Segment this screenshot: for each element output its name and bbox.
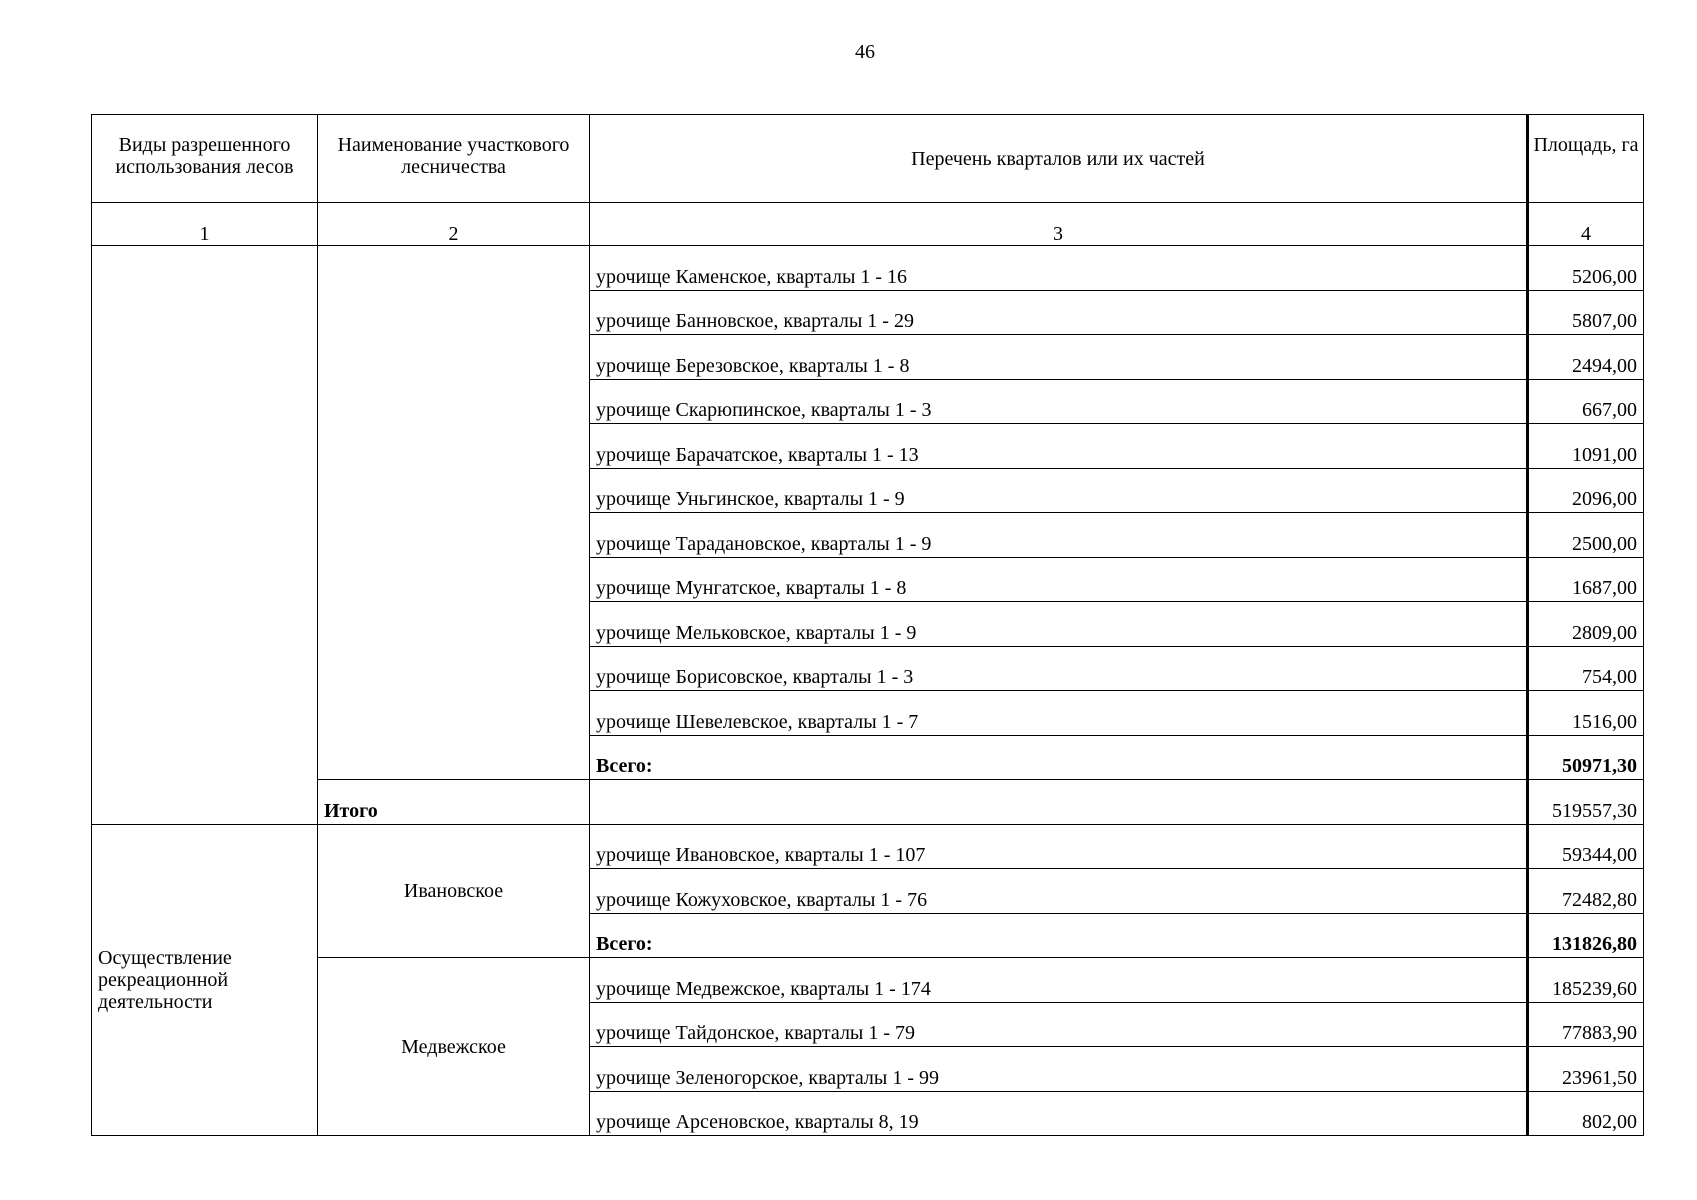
area-value: 185239,60: [1528, 958, 1644, 1003]
column-number-row: [92, 203, 1644, 246]
quarter-name: урочище Банновское, кварталы 1 - 29: [590, 290, 1528, 335]
area-value: 802,00: [1528, 1091, 1644, 1136]
area-value: 667,00: [1528, 379, 1644, 424]
quarter-name: урочище Арсеновское, кварталы 8, 19: [590, 1091, 1528, 1136]
subtotal-value: 50971,30: [1528, 735, 1644, 780]
use-type-recreation: Осуществление рекреационной деятельности: [92, 824, 318, 1136]
forestry-cell-blank: [318, 246, 590, 780]
column-number: 2: [318, 203, 590, 246]
page-number: 46: [855, 41, 875, 63]
header-quarters-list: Перечень кварталов или их частей: [590, 115, 1528, 203]
area-value: 2494,00: [1528, 335, 1644, 380]
header-use-type: Виды разрешенного использования лесов: [92, 115, 318, 203]
use-type-cell-blank: [92, 246, 318, 825]
subtotal-label: Всего:: [590, 735, 1528, 780]
grand-total-blank: [590, 780, 1528, 825]
grand-total-row: [92, 780, 1644, 825]
grand-total-value: 519557,30: [1528, 780, 1644, 825]
table-row: [92, 824, 1644, 869]
subtotal-label: Всего:: [590, 913, 1528, 958]
area-value: 1687,00: [1528, 557, 1644, 602]
header-row: [92, 115, 1644, 203]
column-number: 4: [1528, 203, 1644, 246]
column-number: 1: [92, 203, 318, 246]
area-value: 2809,00: [1528, 602, 1644, 647]
area-value: 5206,00: [1528, 246, 1644, 291]
quarter-name: урочище Тараданoвское, кварталы 1 - 9: [590, 513, 1528, 558]
column-number: 3: [590, 203, 1528, 246]
quarter-name: урочище Барачатское, кварталы 1 - 13: [590, 424, 1528, 469]
forestry-ivanovskoe: Ивановское: [318, 824, 590, 958]
area-value: 2096,00: [1528, 468, 1644, 513]
area-value: 23961,50: [1528, 1047, 1644, 1092]
quarter-name: урочище Борисовское, кварталы 1 - 3: [590, 646, 1528, 691]
header-forestry-name: Наименование участкового лесничества: [318, 115, 590, 203]
area-value: 5807,00: [1528, 290, 1644, 335]
area-value: 72482,80: [1528, 869, 1644, 914]
forest-use-table: [91, 114, 1644, 1136]
quarter-name: урочище Скарюпинское, кварталы 1 - 3: [590, 379, 1528, 424]
area-value: 2500,00: [1528, 513, 1644, 558]
forestry-medvezhskoe: Медвежское: [318, 958, 590, 1136]
area-value: 77883,90: [1528, 1002, 1644, 1047]
quarter-name: урочище Уньгинское, кварталы 1 - 9: [590, 468, 1528, 513]
area-value: 59344,00: [1528, 824, 1644, 869]
quarter-name: урочище Кожуховское, кварталы 1 - 76: [590, 869, 1528, 914]
quarter-name: урочище Тайдонское, кварталы 1 - 79: [590, 1002, 1528, 1047]
area-value: 1091,00: [1528, 424, 1644, 469]
area-value: 1516,00: [1528, 691, 1644, 736]
table-row: [92, 958, 1644, 1003]
quarter-name: урочище Шевелевское, кварталы 1 - 7: [590, 691, 1528, 736]
table-row: [92, 246, 1644, 291]
subtotal-value: 131826,80: [1528, 913, 1644, 958]
quarter-name: урочище Мельковское, кварталы 1 - 9: [590, 602, 1528, 647]
quarter-name: урочище Ивановское, кварталы 1 - 107: [590, 824, 1528, 869]
quarter-name: урочище Березовское, кварталы 1 - 8: [590, 335, 1528, 380]
area-value: 754,00: [1528, 646, 1644, 691]
quarter-name: урочище Мунгатское, кварталы 1 - 8: [590, 557, 1528, 602]
quarter-name: урочище Медвежское, кварталы 1 - 174: [590, 958, 1528, 1003]
grand-total-label: Итого: [318, 780, 590, 825]
quarter-name: урочище Зеленогорское, кварталы 1 - 99: [590, 1047, 1528, 1092]
header-area: Площадь, га: [1528, 115, 1644, 203]
quarter-name: урочище Каменское, кварталы 1 - 16: [590, 246, 1528, 291]
